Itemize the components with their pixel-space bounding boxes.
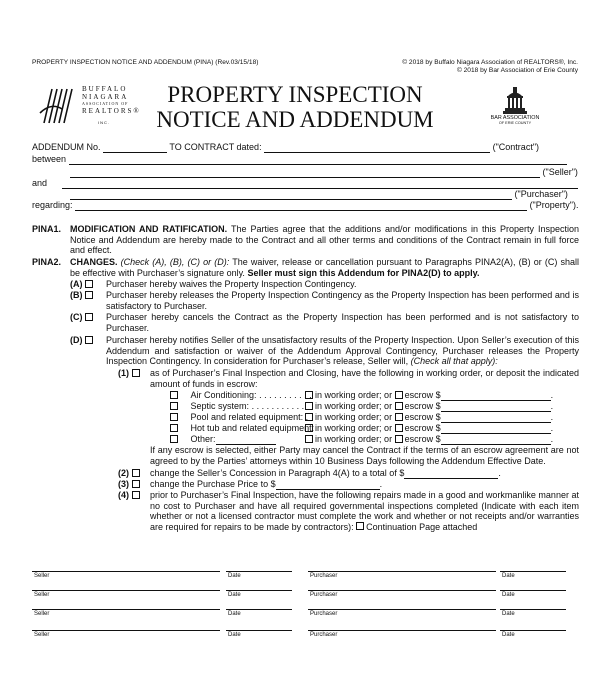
- date-label: Date: [502, 632, 515, 638]
- option-b: (B): [70, 290, 95, 301]
- seller-line: ("Seller"): [32, 167, 568, 178]
- logo-wordmark: BUFFALO NIAGARA ASSOCIATION OF REALTORS®: [82, 85, 141, 115]
- form-id-line: PROPERTY INSPECTION NOTICE AND ADDENDUM (PINA) (Rev.03/15/18): [32, 59, 259, 66]
- item-4-text: prior to Purchaser’s Final Inspection, have the following repairs made in a good and workmanlike manner at no cost to Purchaser and have all required governmental inspections completed (Indicate with each item whether or not a licensed contractor must complete the work and whether or not receipts and/or warranties are required for repairs to be made by contractors): Continuation Page attached: [150, 490, 579, 532]
- escrow-item-checkbox[interactable]: [170, 402, 178, 410]
- and-field[interactable]: [62, 179, 578, 189]
- option-c-text: Purchaser hereby cancels the Contract as the Property Inspection has been performed and is not satisfactory to Purchaser.: [106, 312, 579, 333]
- escrow-amount-field[interactable]: [441, 391, 551, 401]
- pina2-label: PINA2.: [32, 257, 62, 267]
- item-2-text: change the Seller’s Concession in Paragraph 4(A) to a total of $ .: [150, 468, 501, 478]
- escrow-row: Septic system: . . . . . . . . . . . in working order; or escrow $ .: [170, 401, 553, 412]
- seller-signature-line[interactable]: [32, 571, 220, 572]
- regarding-line: regarding: ("Property").: [32, 200, 579, 210]
- escrow-checkbox[interactable]: [395, 391, 403, 399]
- date-label: Date: [228, 592, 241, 598]
- escrow-checkbox[interactable]: [395, 413, 403, 421]
- other-item-field[interactable]: [216, 435, 276, 445]
- item-3-text: change the Purchase Price to $ .: [150, 479, 383, 489]
- option-d: (D): [70, 335, 95, 346]
- item-3: (3): [118, 479, 142, 490]
- escrow-item-name: Air Conditioning: . . . . . . . . . . .: [190, 390, 312, 400]
- bar-association-logo: BAR ASSOCIATION OF ERIE COUNTY: [480, 86, 550, 132]
- escrow-checkbox[interactable]: [395, 424, 403, 432]
- purchaser-label: Purchaser: [310, 611, 338, 617]
- seller-label: Seller: [34, 573, 50, 579]
- working-order-checkbox[interactable]: [305, 413, 313, 421]
- logo-inc: INC.: [98, 120, 110, 125]
- purchaser-signature-line[interactable]: [308, 590, 496, 591]
- continuation-checkbox[interactable]: [356, 522, 364, 530]
- pina1-text: MODIFICATION AND RATIFICATION. The Parties agree that the additions and/or modifications in this Property Inspection Notice and Addendum are hereby made to the Contract and all other terms and conditions of the Contract remain in full force and effect.: [70, 224, 579, 255]
- working-order-checkbox[interactable]: [305, 424, 313, 432]
- between-field[interactable]: [69, 155, 567, 165]
- option-d-text: Purchaser hereby notifies Seller of the unsatisfactory results of the Property Inspection. Upon Seller’s execution of this Addendum and satisfaction or waiver of the Addendum Approval Contingency, Purchaser releases the Property Inspection Contingency. In consideration for Purchaser’s release, Seller will, (Check all that apply):: [106, 335, 579, 366]
- copyright-block: [402, 59, 578, 75]
- seller-label: Seller: [34, 611, 50, 617]
- option-a: (A): [70, 279, 95, 290]
- working-order-checkbox[interactable]: [305, 435, 313, 443]
- escrow-row: Air Conditioning: . . . . . . . . . . . in working order; or escrow $ .: [170, 390, 553, 401]
- addendum-line: ADDENDUM No. TO CONTRACT dated: ("Contract"): [32, 142, 540, 152]
- date-line[interactable]: [226, 630, 292, 631]
- escrow-item-checkbox[interactable]: [170, 435, 178, 443]
- purchaser-name-field[interactable]: [70, 190, 512, 200]
- option-b-text: Purchaser hereby releases the Property Inspection Contingency as the Property Inspection has been performed and is satisfactory to Purchaser.: [106, 290, 579, 311]
- checkbox-a[interactable]: [85, 280, 93, 288]
- escrow-note: If any escrow is selected, either Party may cancel the Contract if the terms of an escrow agreement are not agreed to by the Parties’ attorneys within 10 Business Days following the Addendum Effective Date.: [150, 445, 579, 466]
- checkbox-b[interactable]: [85, 291, 93, 299]
- between-line: between: [32, 154, 568, 165]
- addendum-number-field[interactable]: [103, 143, 167, 153]
- date-label: Date: [228, 611, 241, 617]
- seller-signature-line[interactable]: [32, 590, 220, 591]
- escrow-amount-field[interactable]: [441, 424, 551, 434]
- checkbox-1[interactable]: [132, 369, 140, 377]
- escrow-item-checkbox[interactable]: [170, 391, 178, 399]
- option-c: (C): [70, 312, 95, 323]
- item-2: (2): [118, 468, 142, 479]
- date-label: Date: [502, 611, 515, 617]
- item-4: (4): [118, 490, 142, 501]
- pina2-intro: CHANGES. (Check (A), (B), (C) or (D): The waiver, release or cancellation pursuant to Paragraphs PINA2(A), (B) or (C) shall be effective with Purchaser’s signature only. Seller must sign this Addendum for PINA2(D) to apply.: [70, 257, 579, 278]
- checkbox-3[interactable]: [132, 480, 140, 488]
- seller-label: Seller: [34, 632, 50, 638]
- courthouse-icon: [502, 86, 528, 116]
- item-1: (1): [118, 368, 142, 379]
- checkbox-4[interactable]: [132, 491, 140, 499]
- date-label: Date: [502, 592, 515, 598]
- purchase-price-field[interactable]: [276, 480, 380, 490]
- seller-label: Seller: [34, 592, 50, 598]
- checkbox-d[interactable]: [85, 336, 93, 344]
- purchaser-label: Purchaser: [310, 573, 338, 579]
- checkbox-2[interactable]: [132, 469, 140, 477]
- working-order-checkbox[interactable]: [305, 391, 313, 399]
- date-label: Date: [228, 573, 241, 579]
- escrow-amount-field[interactable]: [441, 413, 551, 423]
- escrow-item-name: Other:: [191, 434, 303, 445]
- purchaser-signature-line[interactable]: [308, 609, 496, 610]
- date-line[interactable]: [226, 590, 292, 591]
- seller-signature-line[interactable]: [32, 630, 220, 631]
- page-title: PROPERTY INSPECTION NOTICE AND ADDENDUM: [156, 82, 434, 132]
- bison-logo-icon: [38, 83, 82, 129]
- purchaser-label: Purchaser: [310, 592, 338, 598]
- option-a-text: Purchaser hereby waives the Property Inspection Contingency.: [106, 279, 357, 289]
- pina1-label: PINA1.: [32, 224, 62, 234]
- escrow-row: Other: in working order; or escrow $ .: [170, 434, 553, 445]
- purchaser-signature-line[interactable]: [308, 571, 496, 572]
- escrow-row: Hot tub and related equipment: in working order; or escrow $ .: [170, 423, 553, 434]
- copyright-line-2: © 2018 by Bar Association of Erie County: [456, 67, 578, 74]
- purchaser-line: ("Purchaser"): [32, 189, 568, 200]
- date-label: Date: [502, 573, 515, 579]
- escrow-checkbox[interactable]: [395, 435, 403, 443]
- seller-signature-line[interactable]: [32, 609, 220, 610]
- copyright-line-1: © 2018 by Buffalo Niagara Association of REALTORS®, Inc.: [402, 59, 578, 66]
- purchaser-signature-line[interactable]: [308, 630, 496, 631]
- date-line[interactable]: [500, 590, 566, 591]
- purchaser-label: Purchaser: [310, 632, 338, 638]
- escrow-amount-field[interactable]: [441, 435, 551, 445]
- contract-date-field[interactable]: [264, 143, 490, 153]
- escrow-item-name: Septic system: . . . . . . . . . . .: [190, 401, 305, 411]
- property-field[interactable]: [75, 201, 527, 211]
- working-order-checkbox[interactable]: [305, 402, 313, 410]
- escrow-item-checkbox[interactable]: [170, 413, 178, 421]
- concession-amount-field[interactable]: [404, 469, 498, 479]
- date-line[interactable]: [500, 609, 566, 610]
- escrow-item-name: Hot tub and related equipment:: [190, 423, 315, 433]
- date-line[interactable]: [500, 571, 566, 572]
- item-1-text: as of Purchaser’s Final Inspection and Closing, have the following in working order, or deposit the indicated amount of funds in escrow:: [150, 368, 579, 389]
- escrow-row: Pool and related equipment: . in working order; or escrow $ .: [170, 412, 553, 423]
- seller-name-field[interactable]: [70, 168, 540, 178]
- date-line[interactable]: [226, 609, 292, 610]
- date-line[interactable]: [500, 630, 566, 631]
- date-label: Date: [228, 632, 241, 638]
- escrow-item-name: Pool and related equipment: .: [190, 412, 309, 422]
- and-line: and: [32, 178, 568, 189]
- checkbox-c[interactable]: [85, 313, 93, 321]
- date-line[interactable]: [226, 571, 292, 572]
- escrow-amount-field[interactable]: [441, 402, 551, 412]
- escrow-checkbox[interactable]: [395, 402, 403, 410]
- escrow-item-checkbox[interactable]: [170, 424, 178, 432]
- bnar-logo: [38, 83, 148, 131]
